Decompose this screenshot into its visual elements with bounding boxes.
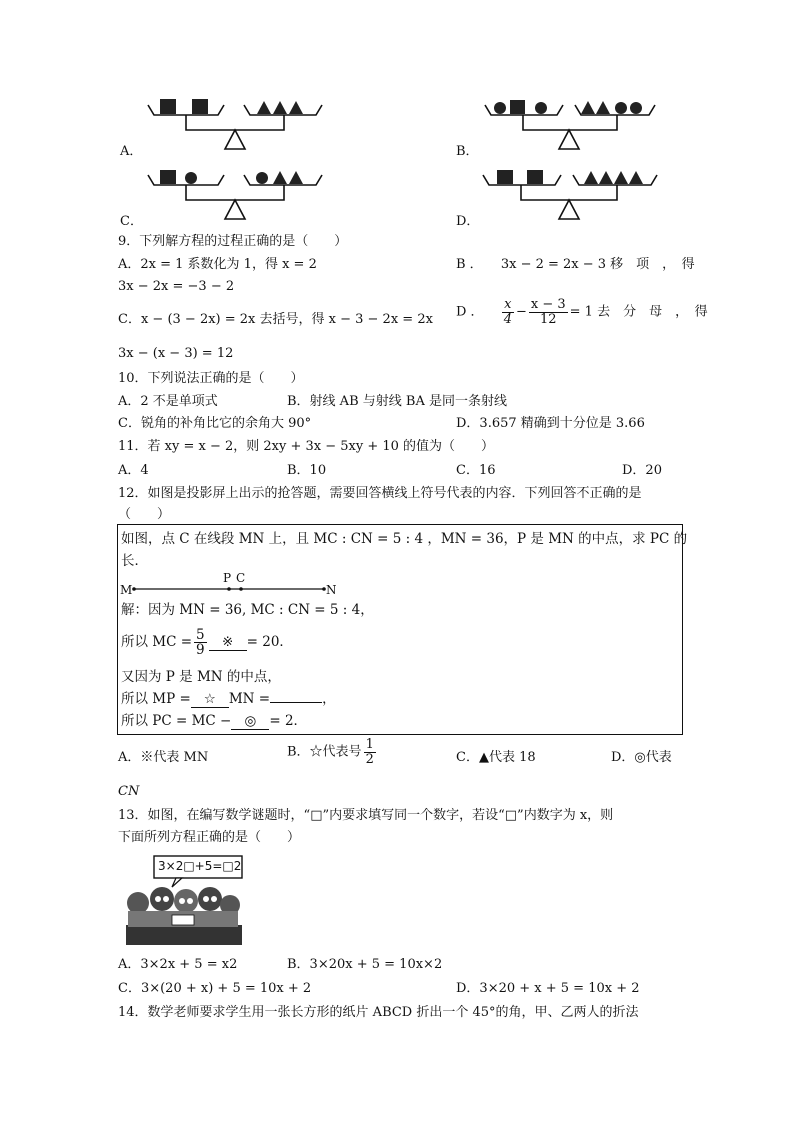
q9-option-b-text: 3x − 2 = 2x − 3 移 项 ， 得 xyxy=(500,257,695,272)
q12-solution-line2 xyxy=(121,628,293,657)
q8-option-a-label: A． xyxy=(120,144,143,159)
q13-option-c: C．3×(20 + x) + 5 = 10x + 2 xyxy=(118,981,312,996)
q12-blank-asterism: ※ xyxy=(209,634,247,651)
q9-d-rest: = 1 去 分 母 ， 得 xyxy=(569,304,708,320)
q12-solution-line5 xyxy=(121,713,307,730)
q12-solution-line3: 又因为 P 是 MN 的中点， xyxy=(121,669,281,685)
q9-d-frac2-den: 12 xyxy=(540,311,557,327)
q12-blank-star: ☆ xyxy=(191,691,229,708)
q9-option-a-text: 2x = 1 系数化为 1，得 x = 2 xyxy=(140,257,317,272)
q11-option-c: C．16 xyxy=(456,463,496,478)
q8-option-c-label: C． xyxy=(120,214,143,229)
q9-option-d-continuation: 3x − (x − 3) = 12 xyxy=(118,346,234,361)
q12-stem-line1: 12．如图是投影屏上出示的抢答题，需要回答横线上符号代表的内容．下列回答不正确的是 xyxy=(118,486,642,501)
balance-figure-c xyxy=(148,167,333,225)
q10-stem: 10．下列说法正确的是（ ） xyxy=(118,371,304,386)
q10-option-c: C．锐角的补角比它的余角大 90° xyxy=(118,416,312,431)
q9-option-b-continuation: 3x − 2x = −3 − 2 xyxy=(118,279,235,294)
q12-option-b-fraction xyxy=(364,738,376,766)
q10-option-a: A．2 不是单项式 xyxy=(118,394,218,409)
q12-sol2-suffix: = 20． xyxy=(246,634,293,651)
point-m-label: M xyxy=(120,583,133,597)
q12-option-a: A．※代表 MN xyxy=(118,750,209,765)
balance-figure-a xyxy=(148,97,333,159)
q12-sol5-suffix: = 2． xyxy=(269,713,308,729)
q12-option-d: D．◎代表 xyxy=(611,750,672,765)
q12-sol4-suffix: ， xyxy=(322,691,336,707)
segment-mn-figure xyxy=(120,572,345,602)
point-c-label: C xyxy=(236,571,246,585)
q13-option-a: A．3×2x + 5 = x2 xyxy=(118,957,238,972)
q9-d-frac1-num: x xyxy=(502,298,514,313)
q12-solution-line4 xyxy=(121,691,336,708)
q13-stem-line2: 下面所列方程正确的是（ ） xyxy=(118,830,301,845)
q10-option-d: D．3.657 精确到十分位是 3.66 xyxy=(456,416,645,431)
q12-box-line2: 长． xyxy=(121,553,148,569)
balance-figure-b xyxy=(485,97,670,159)
q9-option-a xyxy=(118,257,317,273)
q12-sol5-prefix: 所以 PC = MC − xyxy=(121,713,232,729)
q14-stem: 14．数学老师要求学生用一张长方形的纸片 ABCD 折出一个 45°的角，甲、乙两人的折法 xyxy=(118,1005,639,1020)
q11-option-a: A．4 xyxy=(118,463,149,478)
q9-d-fraction-1 xyxy=(502,298,514,326)
q9-option-b-label: B ． xyxy=(456,257,483,272)
q8-option-b-label: B． xyxy=(456,144,479,159)
q12-b-num: 1 xyxy=(365,737,374,752)
q12-blank-bullseye: ◎ xyxy=(231,713,269,730)
q9-option-c-text: x − (3 − 2x) = 2x 去括号，得 x − 3 − 2x = 2x xyxy=(140,312,433,327)
q9-stem: 9．下列解方程的过程正确的是（ ） xyxy=(118,234,348,249)
q12-solution-line1: 解：因为 MN = 36, MC : CN = 5 : 4， xyxy=(121,602,374,618)
q13-stem-line1: 13．如图，在编写数学谜题时，“□”内要求填写同一个数字，若设“□”内数字为 x，则 xyxy=(118,808,614,823)
q9-option-d-label: D ． xyxy=(456,304,484,320)
q9-d-minus: − xyxy=(515,304,527,320)
q9-option-c-label: C． xyxy=(118,312,141,327)
q12-b-den: 2 xyxy=(365,751,374,767)
speech-bubble-text: 3×2□+5=□2 xyxy=(158,859,242,873)
q12-sol2-den: 9 xyxy=(196,642,205,659)
q8-option-d-label: D． xyxy=(456,214,480,229)
q12-option-b-prefix: B．☆代表号 xyxy=(287,744,362,760)
q11-option-b: B．10 xyxy=(287,463,327,478)
q11-stem: 11．若 xy = x − 2，则 2xy + 3x − 5xy + 10 的值为（ ） xyxy=(118,439,495,454)
q9-option-c xyxy=(118,312,433,328)
q12-option-b xyxy=(287,738,378,766)
q9-option-d xyxy=(456,298,708,326)
q12-sol4-prefix: 所以 MP = xyxy=(121,691,191,707)
q9-option-b xyxy=(456,257,695,273)
q11-option-d: D．20 xyxy=(622,463,662,478)
q9-option-a-label: A． xyxy=(118,257,141,272)
q12-sol2-prefix: 所以 MC = xyxy=(121,634,193,651)
point-n-label: N xyxy=(326,583,337,597)
q12-option-c: C．▲代表 18 xyxy=(456,750,536,765)
q13-option-d: D．3×20 + x + 5 = 10x + 2 xyxy=(456,981,640,996)
q12-box-line1: 如图，点 C 在线段 MN 上，且 MC : CN = 5 : 4 ，MN = 36，P 是 MN 的中点，求 PC 的 xyxy=(121,531,688,547)
q9-d-frac2-num: x − 3 xyxy=(530,297,566,312)
q9-d-fraction-2 xyxy=(529,298,568,326)
balance-figure-d xyxy=(483,167,668,225)
q12-sol4-middle: MN = xyxy=(228,691,271,707)
q9-d-frac1-den: 4 xyxy=(503,311,512,327)
q12-sol2-num: 5 xyxy=(196,627,205,643)
q12-blank-empty xyxy=(270,702,322,703)
point-p-label: P xyxy=(223,571,232,585)
q13-option-b: B．3×20x + 5 = 10x×2 xyxy=(287,957,443,972)
q12-option-d-continuation: CN xyxy=(118,784,140,799)
q12-sol2-fraction xyxy=(194,628,207,657)
q12-stem-line2: （ ） xyxy=(118,507,171,522)
q10-option-b: B．射线 AB 与射线 BA 是同一条射线 xyxy=(287,394,507,409)
